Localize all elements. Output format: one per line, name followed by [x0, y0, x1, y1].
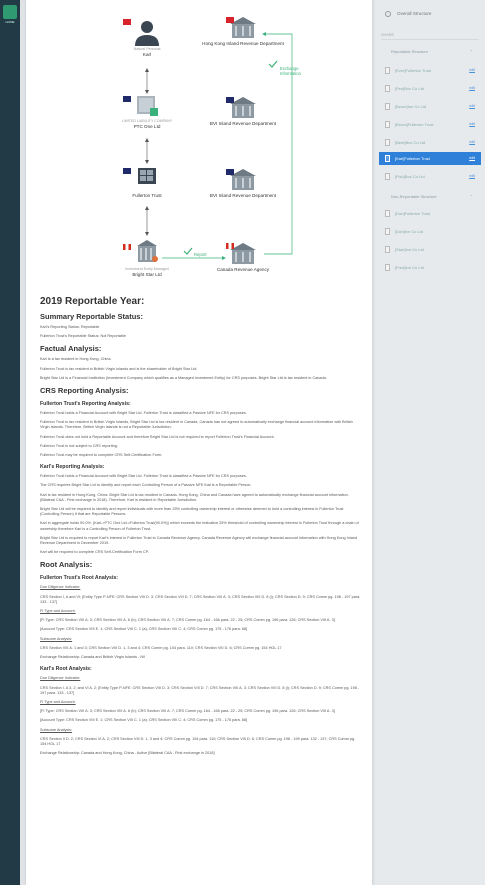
fullerton-root-title: Fullerton Trust's Root Analysis: — [40, 575, 118, 582]
report-page — [26, 0, 372, 885]
node-hk-ird[interactable] — [198, 41, 288, 47]
reportable-group-header[interactable] — [381, 46, 479, 58]
paragraph: Exchange Relationship: Canada and Hong Kong, China - Active [Bilateral CAA - First exchange in 2018] — [40, 751, 215, 756]
paragraph: The CRS requires Bright Star Ltd to identify and report each Controlling Person of a Passive NFE that is a Reportable Person. — [40, 483, 252, 488]
structure-item[interactable] — [379, 225, 481, 238]
exchange-check-icon — [269, 61, 277, 67]
summary-title: Summary Reportable Status: — [40, 312, 143, 321]
edit-link[interactable]: edit — [469, 122, 475, 126]
share-section-label: SHARE — [381, 30, 479, 40]
node-name: Bright Star Ltd — [132, 272, 162, 277]
paragraph: CRS Section II D. 2; CRS Section VI A. 2; CRS Section VIII D. 1, 3 and 4; CRS Comm pg. 194 para. 110; CRS Section VIII D. 6; CRS Comm pg. 198 - 199 para. 132 - 137; CRS Comm pg. 154 HGL 17 — [40, 736, 356, 746]
edit-link[interactable]: edit — [469, 140, 475, 144]
structure-item-label: [Fee]Box Co Ltd — [395, 86, 424, 91]
app-logo-icon[interactable] — [3, 5, 17, 19]
report-check-icon — [184, 248, 192, 254]
node-bvi-ird-1[interactable] — [198, 121, 288, 127]
node-name: Karl — [142, 52, 152, 57]
paragraph: [Account Type: CRS Section VIII E. 1; CRS Section VIII C. 1 (a); CRS Section VIII C. 4; CRS Comm pg. 175 - 176 para. 68] — [40, 718, 248, 723]
crs-title: CRS Reporting Analysis: — [40, 386, 129, 396]
subheading: Subsume Analysis: — [40, 727, 73, 732]
company-building-icon — [137, 96, 158, 116]
node-name: BVI Inland Revenue Department — [209, 193, 277, 198]
structure-item[interactable] — [379, 261, 481, 274]
paragraph: Fullerton Trust may be required to complete CRS Self-Certification Form. — [40, 453, 163, 458]
node-name: PTC One Ltd — [133, 124, 161, 129]
document-icon — [385, 155, 390, 162]
logo-label: HOME — [5, 20, 15, 24]
paragraph: CRS Section I, A and VI; [Entity Type P-NFE: CRS Section VIII D. 3; CRS Section VIII D. 7; CRS Section VIII A. 3; CRS Section VIII D. 8 (i); CRS Section D. 9; CRS Comm pg. 198 - 197 para. 133 - 137] — [40, 594, 361, 604]
canada-flag-icon — [226, 243, 234, 249]
structure-item-label: [Don]Fullerton Trust — [395, 211, 431, 216]
hk-flag-icon — [123, 19, 131, 25]
document-icon — [385, 210, 390, 217]
subheading: FI Type and Account: — [40, 699, 76, 704]
paragraph: Karl will be required to complete CRS Self-Certification Form CP. — [40, 550, 149, 555]
paragraph: Bright Star Ltd is required to report Karl's interest in Fullerton Trust to Canada Revenue Agency. Canada Revenue Agency will exchange financial account information with Hong Kong Inland Revenue Department in December 2019. — [40, 535, 358, 546]
structure-item[interactable] — [379, 136, 481, 149]
subheading: Due Diligence Indicator: — [40, 585, 81, 590]
paragraph: Bright Star Ltd will be required to identify and report individuals with more than 25% controlling ownership interest or otherwise deemed to hold a controlling interest in Fullerton Trust (Controlling Person) if that are Reportable Persons. — [40, 507, 344, 517]
chevron-up-icon: ⌃ — [469, 194, 473, 199]
trust-icon — [138, 168, 156, 184]
paragraph: CRS Section VIII A. 1 and 3; CRS Section VIII D. 1, 3 and 4; CRS Comm pg. 104 para. 110; CRS Section VIII D. 6; CRS Comm pg. 154 HGL 17 — [40, 645, 282, 650]
bvi-flag-icon — [226, 169, 234, 175]
paragraph: Fullerton Trust holds a Financial Account with Bright Star Ltd. Fullerton Trust is classified a Passive NFE for CRS purposes. — [40, 411, 247, 416]
structure-item-label: [Fred]Inn Co Ltd — [395, 265, 424, 270]
factual-title: Factual Analysis: — [40, 344, 102, 354]
node-name: Hong Kong Inland Revenue Department — [202, 41, 284, 46]
document-icon — [385, 173, 390, 180]
paragraph: Karl in aggregate holds 90.0%. (Karl->PTC One Ltd->Fullerton Trust(90.0%)) which exceeds the indicative 25% threshold of controlling ownership interest in Fullerton Trust through a chain of ownership therefore Karl is a Controlling Person of Fullerton Trust. — [40, 521, 359, 531]
paragraph: [FI Type: CRS Section VIII A. 3; CRS Section VIII A. 6 (b); CRS Section VIII A. 7; CRS Comm pg. 164 - 166 para. 22 - 25; CRS Comm pg. 196 para. 126; CRS Section VIII A. 3] — [40, 709, 335, 714]
paragraph: [FI Type: CRS Section VIII A. 3; CRS Section VIII A. 6 (b); CRS Section VIII A. 7; CRS Comm pg. 164 - 166 para. 22 - 25; CRS Comm pg. 196 para. 126; CRS Section VIII A. 3] — [40, 618, 335, 623]
document-icon — [385, 139, 390, 146]
structure-item-label: [Don]Inn Co Ltd — [395, 229, 424, 234]
paragraph: Karl is tax resident in Hong Kong, China. Bright Star Ltd is tax resident in Canada. Hong Kong, China and Canada have agreed to automatically exchange financial account information. (Bilateral CAA - First exchange in 2018). Therefore, Karl is resident in Reportable Jurisdiction. — [40, 492, 349, 502]
node-karl[interactable] — [102, 47, 192, 58]
node-name: Fullerton Trust — [132, 193, 162, 198]
fullerton-reporting-title: Fullerton Trust's Reporting Analysis: — [40, 401, 131, 408]
chevron-up-icon: ⌃ — [469, 49, 473, 54]
node-name: BVI Inland Revenue Department — [209, 121, 277, 126]
structure-item-label: [Fish]Box Co Ltd — [395, 174, 425, 179]
edit-link[interactable]: edit — [469, 68, 475, 72]
subheading: Due Diligence Indicator: — [40, 676, 81, 681]
structure-item-label: [Stan]Inn Co Ltd — [395, 247, 424, 252]
structure-item[interactable] — [379, 170, 481, 183]
paragraph: Karl is a tax resident in Hong Kong, China. — [40, 357, 112, 362]
paragraph: Fullerton Trust is tax resident in British Virgin Islands, Bright Star Ltd is tax resident in Canada. Canada has not agreed to automatically exchange financial account information with British Virgin Islands. Therefore, British Virgin Islands is not a Reportable Jurisdiction. — [40, 420, 353, 430]
summary-line: Karl's Reporting Status: Reportable — [40, 325, 100, 329]
karl-reporting-title: Karl's Reporting Analysis: — [40, 464, 105, 471]
bvi-flag-icon — [123, 168, 131, 174]
overall-structure-link[interactable] — [375, 7, 485, 21]
paragraph: Fullerton Trust is tax resident in British Virgin Islands and is the shareholder of Bright Star Ltd. — [40, 366, 198, 371]
node-type: Natural Personal — [133, 47, 161, 51]
edit-link[interactable]: edit — [469, 104, 475, 108]
edit-link[interactable]: edit — [469, 86, 475, 90]
node-bright-star[interactable] — [102, 267, 192, 278]
paragraph: Fullerton Trust does not hold a Reportable Account and therefore Bright Star Ltd is not required to report Fullerton Trust's Financial Account. — [40, 434, 275, 439]
root-title: Root Analysis: — [40, 560, 93, 570]
document-icon — [385, 121, 390, 128]
node-name: Canada Revenue Agency — [216, 267, 270, 272]
document-icon — [385, 228, 390, 235]
subheading: FI Type and Account: — [40, 609, 76, 614]
structure-item-label: [Bcore]Inn Co Ltd — [395, 104, 427, 109]
overall-structure-label: Overall Structure — [397, 11, 432, 16]
document-icon — [385, 103, 390, 110]
paragraph: Fullerton Trust holds a Financial Account with Bright Star Ltd. Fullerton Trust is classified a Passive NFE for CRS purposes. — [40, 474, 247, 479]
document-icon — [385, 85, 390, 92]
node-ptc[interactable] — [102, 119, 192, 130]
bvi-flag-icon — [226, 97, 234, 103]
node-fullerton-trust[interactable] — [102, 193, 192, 199]
structure-icon — [385, 11, 391, 17]
hk-flag-icon — [226, 17, 234, 23]
node-canada-revenue[interactable] — [198, 267, 288, 273]
group-label: Non-Reportable Structure — [391, 194, 437, 199]
edit-link[interactable]: edit — [469, 174, 475, 178]
summary-line: Fullerton Trust's Reportable Status: Not Reportable — [40, 334, 126, 339]
canada-flag-icon — [123, 244, 131, 250]
subheading: Subsume Analysis: — [40, 636, 73, 641]
paragraph: Exchange Relationship: Canada and British Virgin Islands - Nil — [40, 655, 145, 660]
structure-item[interactable] — [379, 100, 481, 113]
financial-institution-icon — [137, 240, 158, 262]
report-body — [40, 296, 362, 760]
bvi-flag-icon — [123, 96, 131, 102]
karl-root-title: Karl's Root Analysis: — [40, 666, 92, 673]
structure-item-label: [Ever]Fullerton Trust — [395, 68, 432, 73]
group-label: Reportable Structure — [391, 49, 428, 54]
node-type: Investment Entity Managed — [125, 267, 169, 271]
structure-diagram — [26, 0, 372, 292]
structure-item-label: [Bent]Box Co Ltd — [395, 140, 426, 145]
structure-item[interactable] — [379, 207, 481, 220]
reportable-year-title: 2019 Reportable Year: — [40, 296, 145, 307]
paragraph: [Account Type: CRS Section VIII E. 1; CRS Section VIII C. 1 (a); CRS Section VIII C. 4; CRS Comm pg. 175 - 176 para. 68] — [40, 627, 248, 632]
structure-item[interactable] — [379, 82, 481, 95]
structure-item[interactable] — [379, 64, 481, 77]
paragraph: CRS Section I, A 3, 2; and VI A, 2; [Entity Type P-NFE: CRS Section VIII D. 3; CRS Section VIII D. 7; CRS Section VIII A. 3; CRS Section VIII D. 8 (i); CRS Section D. 9; CRS Comm pg. 198 - 197 para. 133 - 137] — [40, 685, 360, 695]
report-label: Report — [194, 252, 207, 257]
structure-item[interactable] — [379, 243, 481, 256]
left-rail — [0, 0, 20, 885]
structure-item-label: [Bxxxx]Fullerton Trust — [395, 122, 434, 127]
paragraph: Bright Star Ltd is a Financial Institution (Investment Company which qualifies as a Managed Investment Entity) for CRS purposes. Bright Star Ltd is tax resident in Canada. — [40, 375, 327, 380]
structure-panel — [375, 0, 485, 885]
node-type: LIMITED LIABILITY COMPANY — [121, 119, 173, 123]
paragraph: Fullerton Trust is not subject to CRS reporting. — [40, 443, 118, 448]
person-icon — [135, 21, 159, 46]
structure-item[interactable] — [379, 118, 481, 131]
structure-item-label: [Karl]Fullerton Trust — [395, 156, 430, 161]
nonreportable-group-header[interactable] — [381, 191, 479, 203]
document-icon — [385, 246, 390, 253]
document-icon — [385, 67, 390, 74]
exchange-information-label: Exchange Information — [280, 66, 301, 77]
node-bvi-ird-2[interactable] — [198, 193, 288, 199]
edit-link[interactable]: edit — [469, 156, 475, 160]
structure-item-selected[interactable] — [379, 152, 481, 165]
document-icon — [385, 264, 390, 271]
